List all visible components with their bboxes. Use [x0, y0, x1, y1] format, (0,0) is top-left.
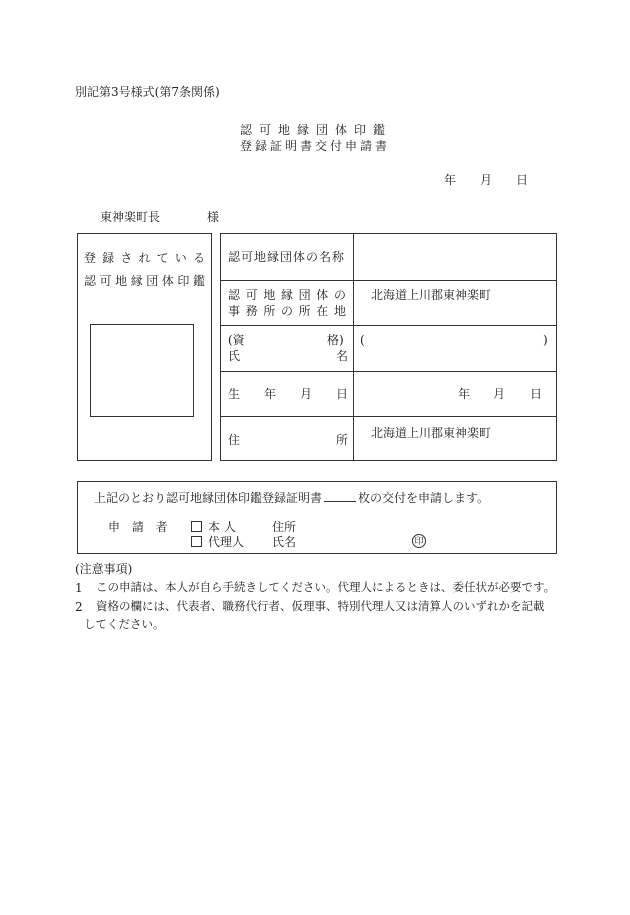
note-2-text: 資格の欄には、代表者、職務代行者、仮理事、特別代理人又は清算人のいずれかを記載	[96, 599, 545, 613]
applicant-address-label: 住所	[272, 520, 297, 534]
applicant-name-label: 氏名	[272, 535, 297, 549]
note-2-number: 2	[75, 600, 83, 614]
qualification-paren-open: (	[360, 333, 365, 347]
date-month: 月	[480, 173, 493, 187]
label-office-line1: 認 可 地 縁 団 体 の	[228, 288, 346, 302]
birth-day[interactable]: 日	[530, 387, 543, 401]
label-qualification-close: 格)	[327, 333, 344, 347]
checkbox-agent-icon[interactable]	[191, 536, 202, 547]
birth-month[interactable]: 月	[493, 387, 506, 401]
note-1-text: この申請は、本人が自ら手続きしてください。代理人によるときは、委任状が必要です。	[96, 580, 556, 594]
label-address-a: 住	[228, 433, 241, 447]
seal-mark-icon: 印	[412, 534, 426, 548]
organization-info-table	[220, 233, 557, 461]
form-number: 別記第3号様式(第7条関係)	[75, 85, 220, 99]
option-agent[interactable]: 代理人	[191, 536, 244, 548]
date-year: 年	[444, 173, 457, 187]
label-birth-c: 月	[300, 387, 313, 401]
note-2-text-continued: してください。	[84, 617, 165, 631]
seal-box-label-line2: 認 可 地 縁 団 体 印 鑑	[84, 274, 205, 288]
qualification-paren-close: )	[543, 333, 548, 347]
label-birth-a: 生	[228, 387, 241, 401]
address-field[interactable]: 北海道上川郡東神楽町	[371, 426, 492, 440]
label-organization-name: 認可地縁団体の名称	[228, 250, 346, 264]
addressee: 東神楽町長	[100, 210, 161, 224]
label-birth-b: 年	[264, 387, 277, 401]
label-birth-d: 日	[336, 387, 349, 401]
addressee-honorific: 様	[207, 210, 220, 224]
label-name-a: 氏	[228, 349, 241, 363]
request-box	[77, 481, 557, 554]
certificate-count-field[interactable]	[324, 490, 356, 502]
request-statement	[94, 490, 489, 504]
seal-impression-area[interactable]	[90, 324, 194, 417]
applicant-label: 申 請 者	[108, 520, 172, 534]
qualification-field[interactable]	[371, 334, 541, 346]
date-day: 日	[516, 173, 529, 187]
notes-heading: (注意事項)	[75, 562, 133, 576]
seal-box-label-line1: 登 録 さ れ て い る	[84, 251, 205, 265]
form-title-line1: 認可地縁団体印鑑	[240, 123, 393, 137]
label-office-line2: 事 務 所 の 所 在 地	[228, 304, 346, 318]
request-text-after: 枚の交付を申請します。	[358, 491, 490, 505]
request-text-before: 上記のとおり認可地縁団体印鑑登録証明書	[94, 491, 323, 505]
birth-year[interactable]: 年	[458, 387, 471, 401]
label-name-b: 名	[336, 349, 349, 363]
office-address-field[interactable]: 北海道上川郡東神楽町	[371, 288, 492, 302]
registered-seal-box	[77, 233, 212, 461]
note-1-number: 1	[75, 581, 83, 595]
option-self[interactable]: 本 人	[191, 521, 236, 533]
checkbox-self-icon[interactable]	[191, 521, 202, 532]
label-address-b: 所	[336, 433, 349, 447]
form-title-line2: 登録証明書交付申請書	[240, 139, 391, 153]
label-qualification-open: (資	[228, 333, 245, 347]
